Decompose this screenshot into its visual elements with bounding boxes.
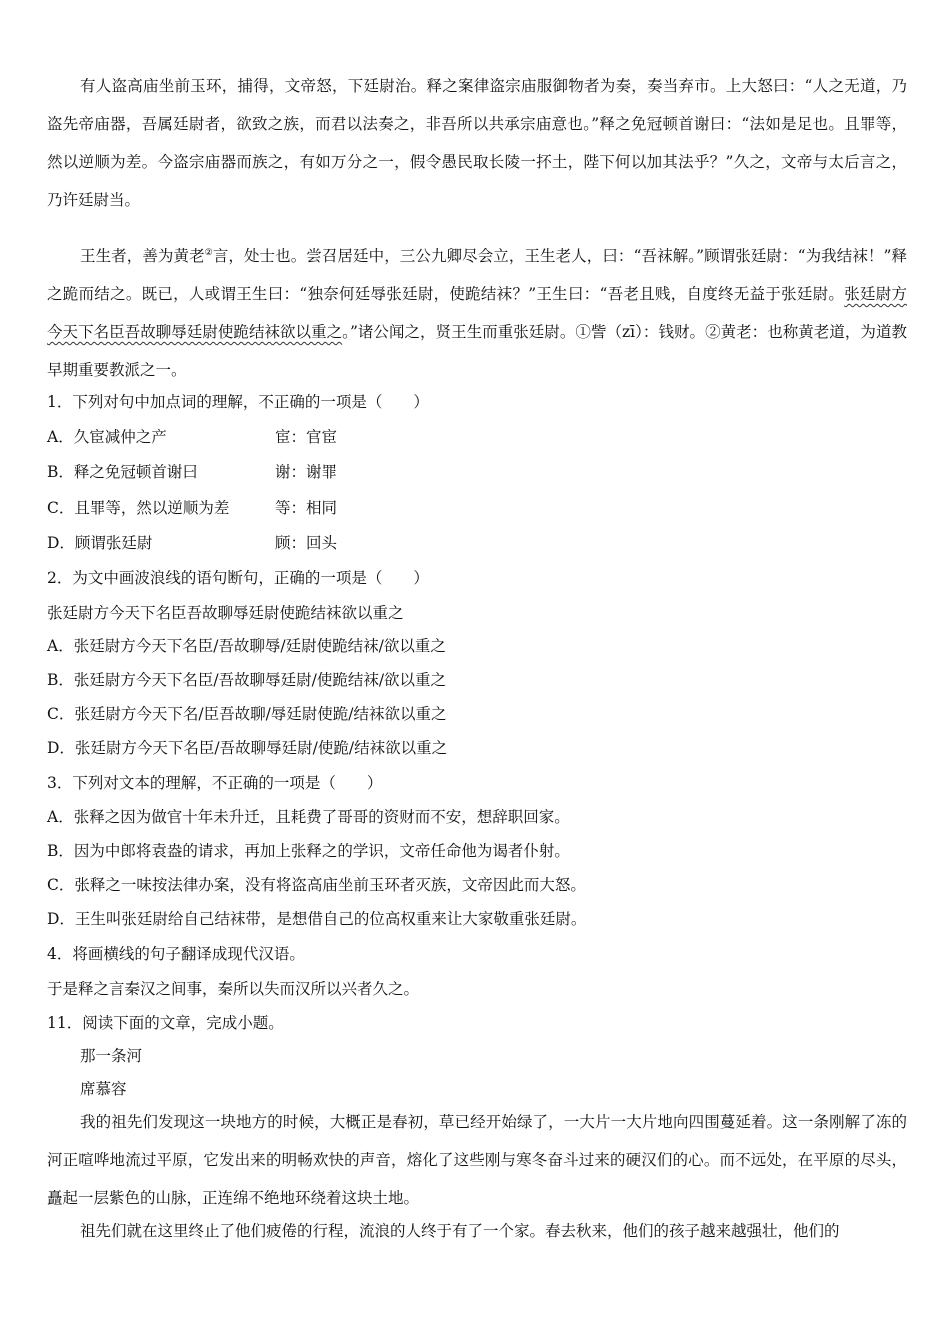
q1-option-a: A．久宦减仲之产 [47, 428, 167, 446]
question-2-sentence: 张廷尉方今天下名臣吾故聊辱廷尉使跪结袜欲以重之 [47, 604, 404, 622]
article-author: 席慕容 [80, 1080, 127, 1098]
q1-option-c-gloss: 等：相同 [275, 499, 338, 517]
text-segment: 王生者，善为黄老 [80, 247, 205, 265]
q1-option-b-gloss: 谢：谢罪 [275, 463, 338, 481]
article-text: 我的祖先们发现这一块地方的时候，大概正是春初，草已经开始绿了，一大片一大片地向四围蔓延着。这一条刚解了冻的河正喧哗地流过平原，它发出来的明畅欢快的声音，熔化了这些刚与寒冬奋斗过来的硬汉们的心。而不远处，在平原的尽头，矗起一层紫色的山脉，正连绵不绝地环绕着这块土地。 [47, 1113, 907, 1207]
question-2-stem: 2．为文中画波浪线的语句断句，正确的一项是（ ） [47, 569, 429, 587]
article-text: 祖先们就在这里终止了他们疲倦的行程，流浪的人终于有了一个家。春去秋来，他们的孩子越来越强壮，他们的 [80, 1222, 840, 1240]
article-paragraph-2 [47, 1212, 907, 1250]
question-3-stem: 3．下列对文本的理解，不正确的一项是（ ） [47, 774, 383, 792]
q3-option-b: B．因为中郎将袁盎的请求，再加上张释之的学识，文帝任命他为谒者仆射。 [47, 842, 570, 860]
question-1-stem: 1．下列对句中加点词的理解，不正确的一项是（ ） [47, 393, 429, 411]
q1-option-c: C．且罪等，然以逆顺为差 [47, 499, 230, 517]
q3-option-d: D．王生叫张廷尉给自己结袜带，是想借自己的位高权重来让大家敬重张廷尉。 [47, 910, 587, 928]
footnote-marker: ② [204, 247, 213, 258]
text-segment: 。”诸公闻之，贤王生而重张廷尉。①訾（zī）：钱财。②黄老：也称黄老道，为道教早期重要教派之一。 [47, 323, 907, 379]
q3-option-c: C．张释之一味按法律办案，没有将盗高庙坐前玉环者灭族，文帝因此而大怒。 [47, 876, 586, 894]
wavy-underlined-sentence: 张廷尉方今天下名臣吾故聊辱廷尉使跪结袜欲以重之 [47, 285, 907, 341]
article-paragraph-1 [47, 1103, 907, 1217]
article-title: 那一条河 [80, 1047, 143, 1065]
question-4-stem: 4．将画横线的句子翻译成现代汉语。 [47, 945, 305, 963]
text-segment: 言，处士也。尝召居廷中，三公九卿尽会立，王生老人，曰：“吾袜解。”顾谓张廷尉：“为我结袜！”释之跪而结之。既已，人或谓王生曰：“独奈何廷辱张廷尉，使跪结袜？”王生曰：“吾老且贱，自度终无益于张廷尉。 [47, 247, 907, 303]
passage-paragraph-1 [47, 67, 907, 219]
q2-option-b: B．张廷尉方今天下名臣/吾故聊辱廷尉/使跪结袜/欲以重之 [47, 671, 447, 689]
q1-option-a-gloss: 宦：官宦 [275, 428, 338, 446]
q2-option-c: C．张廷尉方今天下名/臣吾故聊/辱廷尉使跪/结袜欲以重之 [47, 705, 447, 723]
question-4-sentence: 于是释之言秦汉之间事，秦所以失而汉所以兴者久之。 [47, 980, 420, 998]
passage-text [47, 237, 907, 389]
q3-option-a: A．张释之因为做官十年未升迁，且耗费了哥哥的资财而不安，想辞职回家。 [47, 808, 570, 826]
q1-option-d-gloss: 顾：回头 [275, 534, 338, 552]
passage-paragraph-2 [47, 237, 907, 389]
passage-text: 有人盗高庙坐前玉环，捕得，文帝怒，下廷尉治。释之案律盗宗庙服御物者为奏，奏当弃市。上大怒曰：“人之无道，乃盗先帝庙器，吾属廷尉者，欲致之族，而君以法奏之，非吾所以共承宗庙意也。”释之免冠顿首谢曰：“法如是足也。且罪等，然以逆顺为差。今盗宗庙器而族之，有如万分之一，假令愚民取长陵一抔土，陛下何以加其法乎？”久之，文帝与太后言之，乃许廷尉当。 [47, 77, 907, 209]
question-11-stem: 11．阅读下面的文章，完成小题。 [47, 1014, 284, 1032]
q2-option-d: D．张廷尉方今天下名臣/吾故聊辱廷尉/使跪/结袜欲以重之 [47, 739, 448, 757]
q2-option-a: A．张廷尉方今天下名臣/吾故聊辱/廷尉使跪结袜/欲以重之 [47, 637, 446, 655]
q1-option-d: D．顾谓张廷尉 [47, 534, 153, 552]
q1-option-b: B．释之免冠顿首谢曰 [47, 463, 198, 481]
